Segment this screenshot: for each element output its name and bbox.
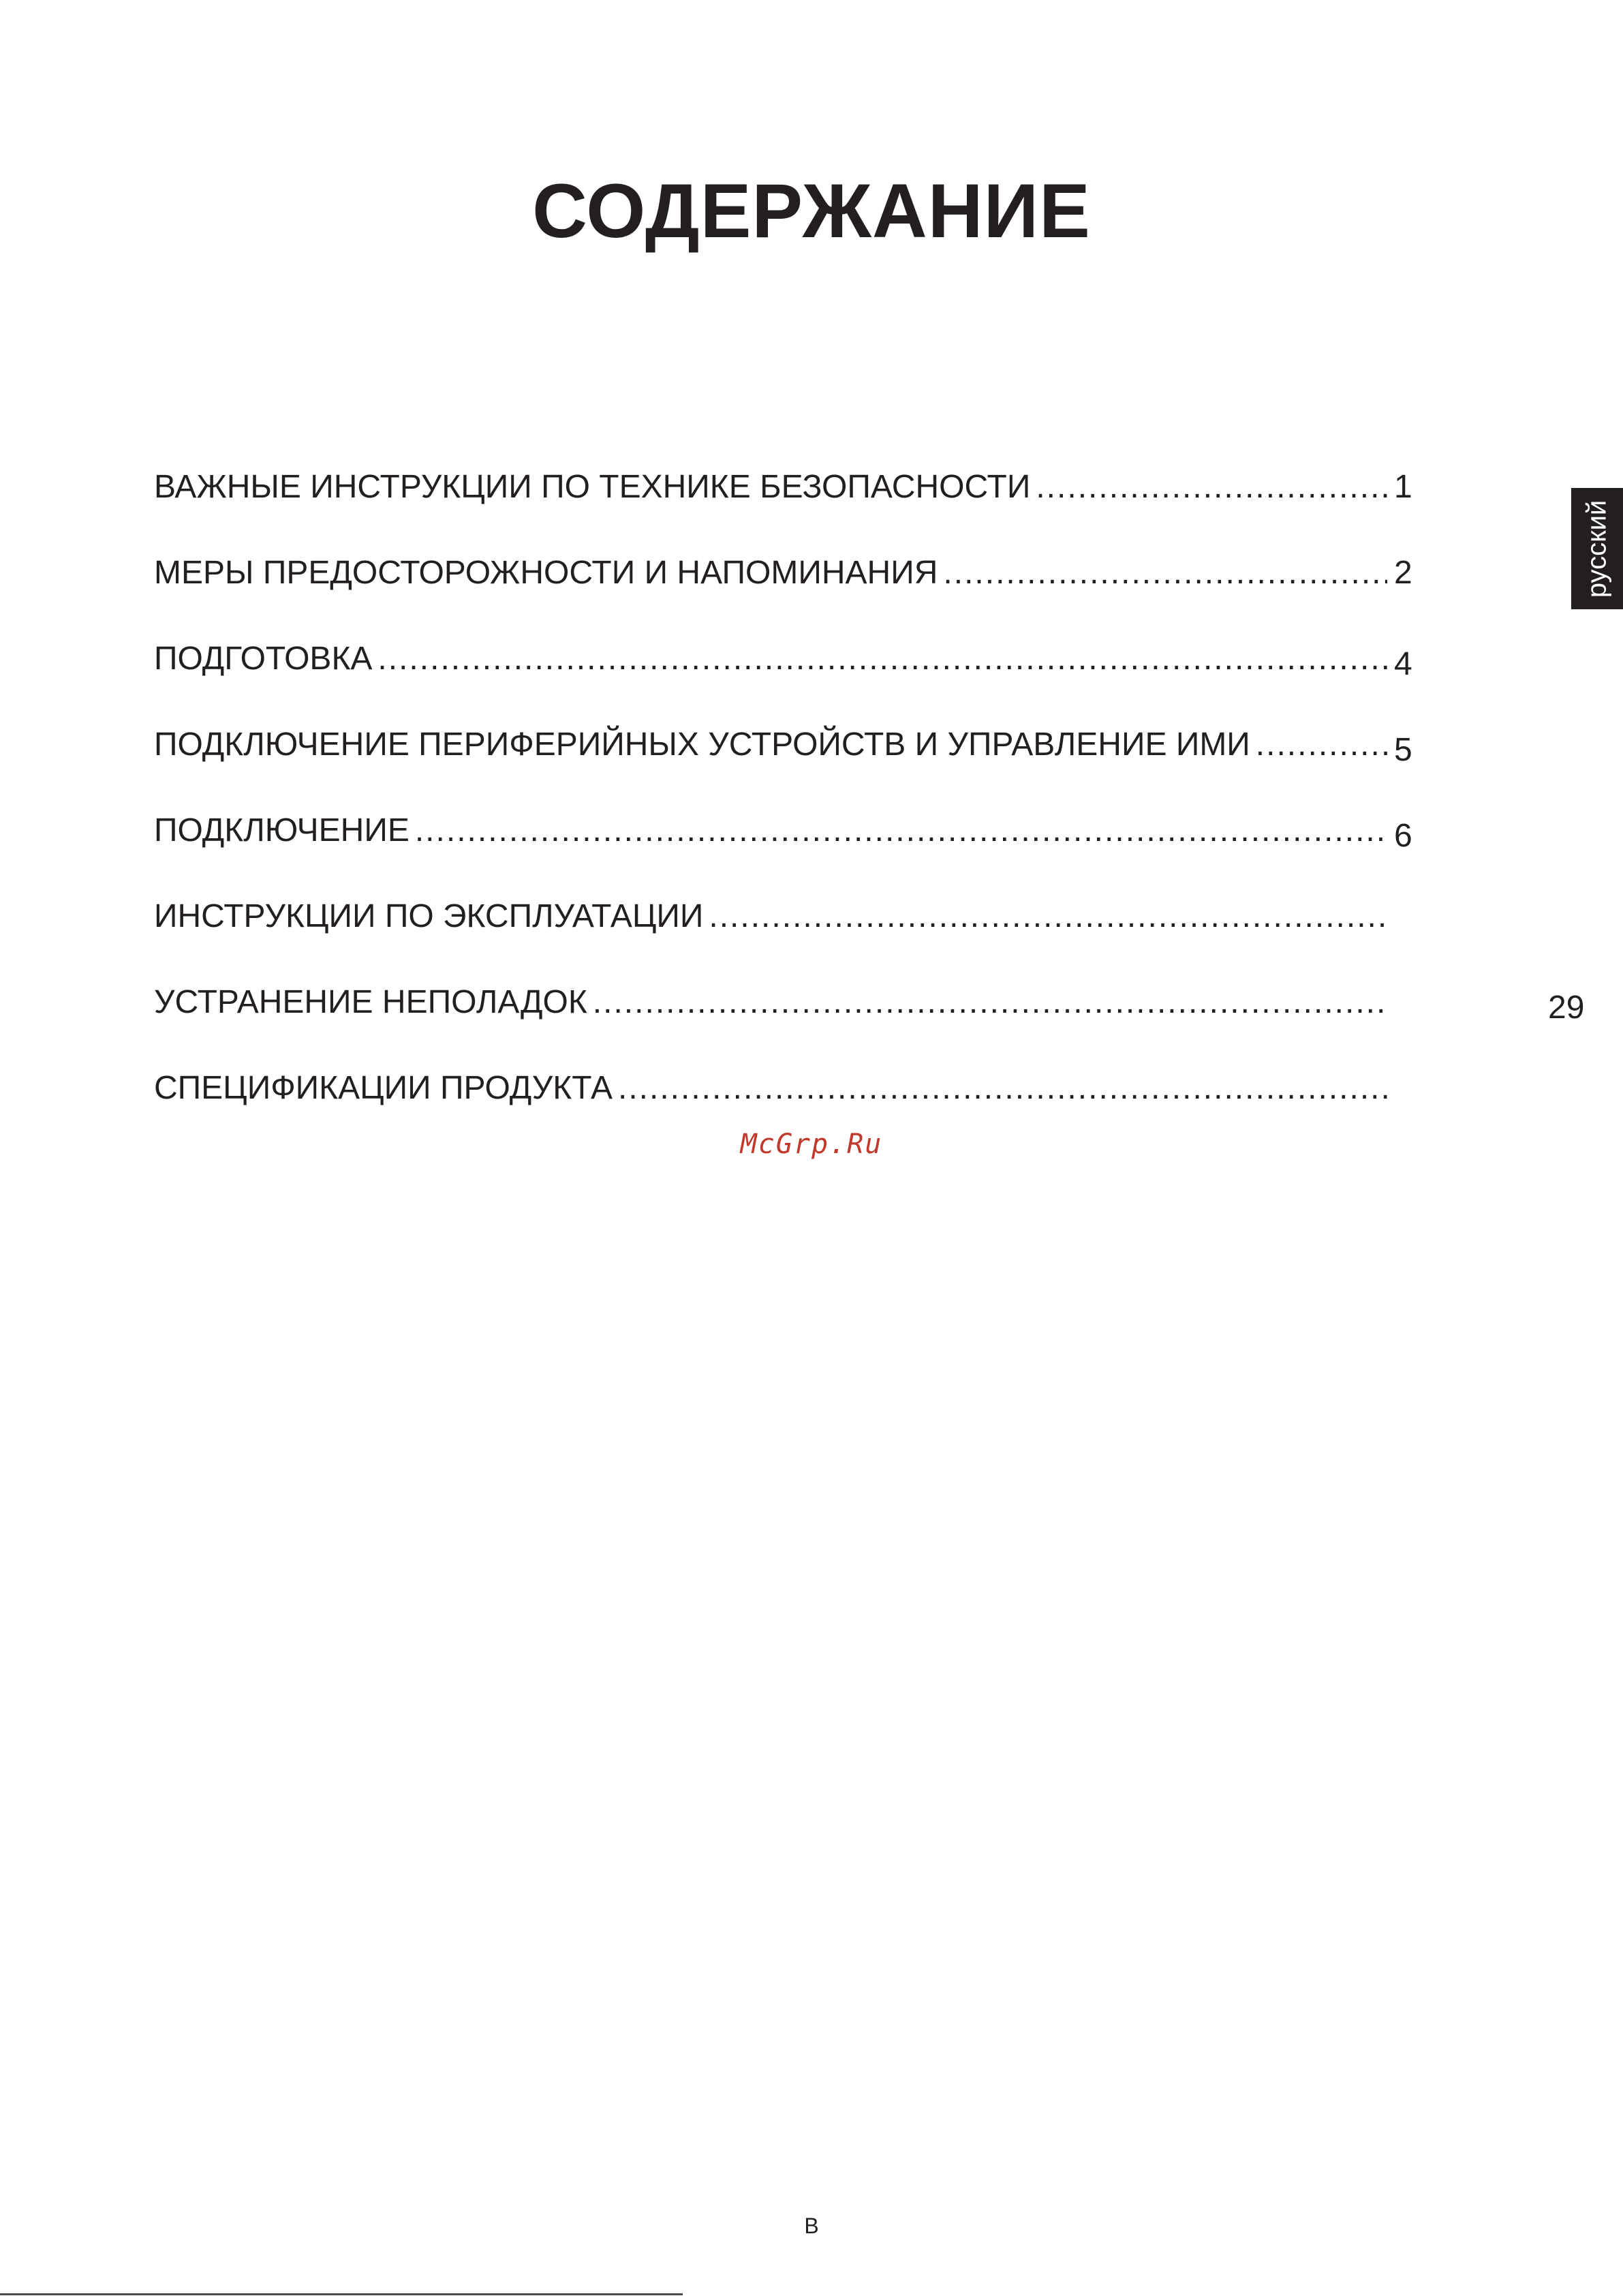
toc-entry-label: УСТРАНЕНИЕ НЕПОЛАДОК [154, 984, 587, 1020]
toc-dot-leader [709, 896, 1387, 938]
toc-entry-label: МЕРЫ ПРЕДОСТОРОЖНОСТИ И НАПОМИНАНИЯ [154, 555, 938, 591]
language-tab-label: русский [1581, 500, 1612, 598]
page-title: СОДЕРЖАНИЕ [532, 168, 1091, 254]
toc-entry[interactable] [154, 423, 1435, 508]
toc-entry-label: ИНСТРУКЦИИ ПО ЭКСПЛУАТАЦИИ [154, 898, 704, 934]
toc-dot-leader [377, 638, 1387, 680]
toc-entry[interactable] [154, 938, 1585, 1026]
toc-entry-label: СПЕЦИФИКАЦИИ ПРОДУКТА [154, 1070, 613, 1106]
toc-dot-leader [618, 1067, 1387, 1109]
toc-dot-leader [943, 552, 1387, 594]
toc-entry[interactable] [154, 680, 1435, 766]
toc-entry[interactable] [154, 852, 1435, 938]
page-number: B [804, 2214, 819, 2238]
watermark: McGrp.Ru [740, 1129, 883, 1160]
toc-entry-page: 1 [1394, 469, 1412, 505]
toc-entry-page: 29 [1548, 990, 1585, 1026]
toc-dot-leader [593, 981, 1387, 1024]
toc-entry-label: ВАЖНЫЕ ИНСТРУКЦИИ ПО ТЕХНИКЕ БЕЗОПАСНОСТИ [154, 469, 1031, 505]
toc-entry-page: 4 [1394, 646, 1412, 682]
toc-dot-leader [415, 810, 1387, 852]
language-tab [1571, 488, 1623, 609]
toc-entry-label: ПОДКЛЮЧЕНИЕ ПЕРИФЕРИЙНЫХ УСТРОЙСТВ И УПРАВЛЕНИЕ ИМИ [154, 726, 1250, 763]
table-of-contents [154, 423, 1585, 1109]
toc-entry-page: 2 [1394, 555, 1412, 591]
toc-dot-leader [1256, 724, 1387, 766]
toc-entry[interactable] [154, 594, 1435, 680]
toc-entry-page: 6 [1394, 818, 1412, 854]
toc-entry[interactable] [154, 1024, 1435, 1109]
toc-entry-label: ПОДГОТОВКА [154, 641, 373, 677]
toc-entry[interactable] [154, 766, 1435, 852]
toc-entry-label: ПОДКЛЮЧЕНИЕ [154, 812, 409, 848]
bottom-rule [0, 2293, 683, 2295]
toc-entry-page: 5 [1394, 732, 1412, 768]
toc-entry[interactable] [154, 508, 1435, 594]
toc-dot-leader [1036, 466, 1387, 508]
